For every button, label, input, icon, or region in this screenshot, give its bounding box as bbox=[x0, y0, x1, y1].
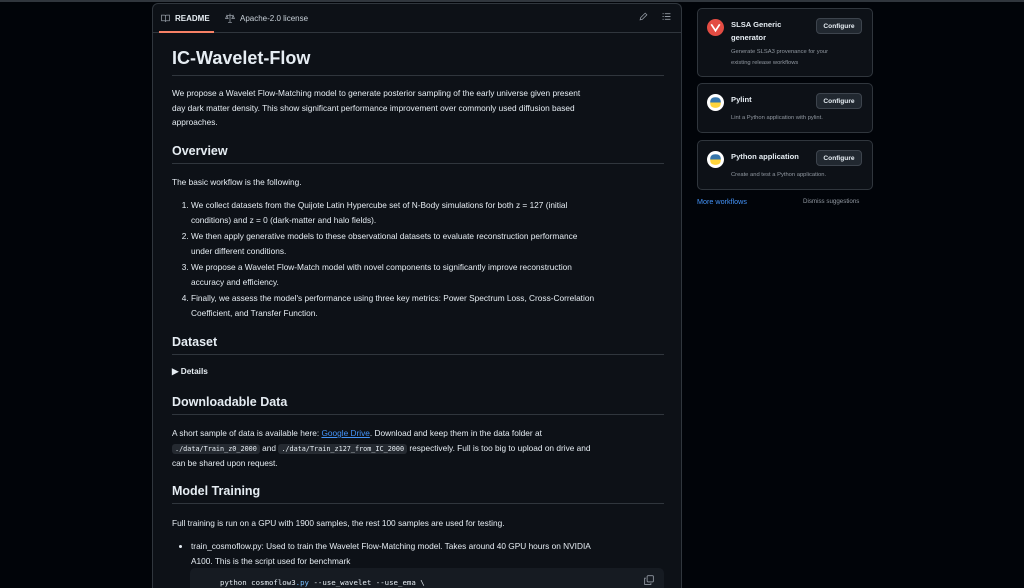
tab-readme[interactable] bbox=[161, 4, 210, 32]
model-training-heading: Model Training bbox=[172, 484, 664, 504]
intro-line-2: day dark matter density. This show significant performance improvement over commonly used diffusion based bbox=[172, 102, 575, 113]
triangle-right-icon: ▶ bbox=[172, 366, 179, 376]
readme-tabbar bbox=[153, 4, 681, 33]
configure-button[interactable]: Configure bbox=[816, 18, 862, 34]
workflow-desc: Lint a Python application with pylint. bbox=[731, 115, 823, 121]
workflow-card-slsa bbox=[697, 8, 873, 77]
dataset-heading: Dataset bbox=[172, 335, 664, 355]
details-toggle[interactable] bbox=[172, 366, 208, 376]
path-train-z127: ./data/Train_z127_from_IC_2000 bbox=[278, 444, 407, 454]
list-item: 3. We propose a Wavelet Flow-Match model with novel components to significantly improve reconstruction accuracy and efficiency. bbox=[191, 260, 664, 289]
workflow-desc: Generate SLSA3 provenance for your existing release workflows bbox=[731, 49, 828, 66]
intro-line-1: We propose a Wavelet Flow-Matching model to generate posterior sampling of the early universe given present bbox=[172, 88, 581, 98]
more-workflows-link[interactable]: More workflows bbox=[697, 197, 747, 206]
code-line: python cosmoflow3.py --use_wavelet --use_ema \ bbox=[220, 578, 425, 587]
training-list bbox=[172, 539, 664, 568]
download-paragraph: A short sample of data is available here: Google Drive. Download and keep them in the data folder at ./data/Train_z0_2000 and ./data/Train_z127_from_IC_2000 respectively. Full is too big to upload on drive and can be shared upon request. bbox=[172, 428, 591, 468]
list-item: 4. Finally, we assess the model's performance using three key metrics: Power Spectrum Loss, Cross-Correlation Coefficient, and Transfer Function. bbox=[191, 291, 664, 320]
overview-text: The basic workflow is the following. bbox=[172, 177, 302, 187]
dismiss-suggestions-button[interactable]: Dismiss suggestions bbox=[803, 198, 860, 205]
workflow-card-python-app bbox=[697, 140, 873, 190]
path-train-z0: ./data/Train_z0_2000 bbox=[172, 444, 260, 454]
workflow-desc: Create and test a Python application. bbox=[731, 172, 827, 178]
overview-heading: Overview bbox=[172, 144, 664, 164]
workflow-list bbox=[172, 198, 664, 322]
python-icon bbox=[707, 94, 724, 111]
workflow-title: Pylint bbox=[731, 95, 752, 104]
intro-line-3: approaches. bbox=[172, 117, 218, 127]
python-icon bbox=[707, 151, 724, 168]
workflow-card-pylint bbox=[697, 83, 873, 133]
readme-title: IC-Wavelet-Flow bbox=[172, 48, 664, 76]
google-drive-link[interactable]: Google Drive bbox=[321, 428, 370, 438]
details-label: Details bbox=[180, 366, 208, 376]
configure-button[interactable]: Configure bbox=[816, 150, 862, 166]
tab-readme-label: README bbox=[175, 13, 210, 23]
training-text: Full training is run on a GPU with 1900 samples, the rest 100 samples are used for testing. bbox=[172, 518, 505, 528]
workflow-title: Python application bbox=[731, 152, 799, 161]
downloadable-data-heading: Downloadable Data bbox=[172, 395, 664, 415]
book-icon bbox=[161, 14, 170, 23]
top-border bbox=[0, 0, 1024, 2]
intro-paragraph bbox=[172, 86, 664, 130]
list-item: 2. We then apply generative models to these observational datasets to evaluate reconstruction performance under different conditions. bbox=[191, 229, 664, 258]
tab-license-label: Apache-2.0 license bbox=[240, 13, 309, 23]
list-item: • train_cosmoflow.py: Used to train the Wavelet Flow-Matching model. Takes around 40 GPU hours on NVIDIA A100. This is the script used for benchmark bbox=[191, 539, 664, 568]
copy-icon[interactable] bbox=[644, 575, 654, 585]
configure-button[interactable]: Configure bbox=[816, 93, 862, 109]
law-icon bbox=[225, 13, 235, 23]
pencil-icon[interactable] bbox=[639, 12, 648, 21]
slsa-icon bbox=[707, 19, 724, 36]
workflow-title: SLSA Generic generator bbox=[731, 20, 782, 42]
list-item: 1. We collect datasets from the Quijote Latin Hypercube set of N-Body simulations for both z = 127 (initial conditions) and z = 0 (dark-matter and halo fields). bbox=[191, 198, 664, 227]
readme-panel bbox=[152, 3, 682, 588]
list-icon[interactable] bbox=[662, 12, 671, 21]
tab-license[interactable] bbox=[225, 4, 308, 32]
code-block bbox=[190, 568, 664, 588]
